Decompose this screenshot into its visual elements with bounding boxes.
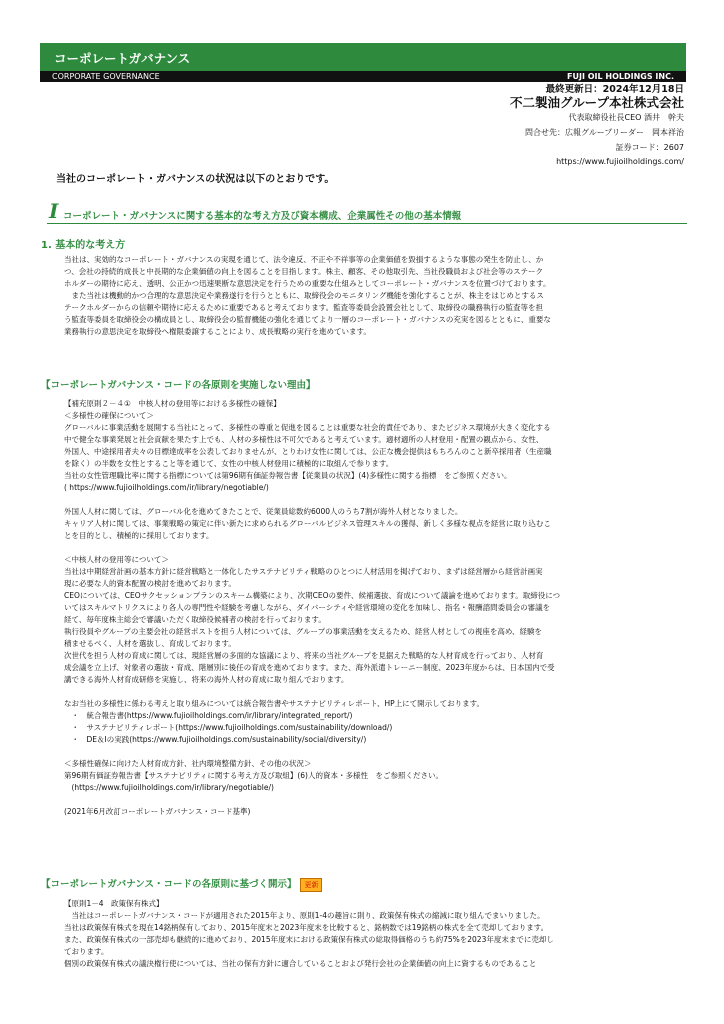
text-line: とを目的とし、積極的に採用しております。 — [64, 531, 214, 540]
header-title-en: CORPORATE GOVERNANCE — [52, 72, 160, 81]
text-line: 【補充原則２－４① 中核人材の登用等における多様性の確保】 — [64, 399, 281, 408]
text-line: 個別の政策保有株式の議決権行使については、当社の保有方針に適合していることおよび発行会社の企業価値の向上に資するものであること — [64, 959, 537, 968]
text-line: ・ DE＆Iの実践(https://www.fujioilholdings.com/sustainability/social/diversity/) — [64, 735, 367, 744]
representative: 代表取締役社長CEO 酒井 幹夫 — [568, 113, 684, 122]
securities-code: 証券コード：2607 — [615, 143, 684, 152]
text-line: 当社の女性管理職比率に関する指標については第96期有価証券報告書【従業員の状況】(4)多様性に関する指標 をご参照ください。 — [64, 471, 512, 480]
not-implemented-text — [64, 398, 686, 818]
text-line: ＜中核人材の登用等について＞ — [64, 555, 169, 564]
not-implemented-heading: 【コーポレートガバナンス・コードの各原則を実施しない理由】 — [41, 380, 316, 391]
text-line: ＜多様性の確保について＞ — [64, 411, 154, 420]
text-line: 当社は、実効的なコーポレート・ガバナンスの実現を通じて、法令違反、不正や不祥事等の企業価値を毀損するような事態の発生を防止し、か — [64, 255, 544, 264]
header-title-jp: コーポレートガバナンス — [54, 51, 191, 66]
text-line — [64, 686, 686, 698]
company-name: 不二製油グループ本社株式会社 — [509, 95, 684, 110]
basic-policy-heading: 1. 基本的な考え方 — [41, 240, 126, 251]
text-line: また当社は機動的かつ合理的な意思決定や業務遂行を行うとともに、取締役会のモニタリング機能を強化することが、株主をはじめとするス — [64, 291, 544, 300]
text-line: 外国人人材に関しては、グローバル化を進めてきたことで、従業員総数約6000人のうち7割が海外人材となりました。 — [64, 507, 463, 516]
text-line: ＜多様性確保に向けた人材育成方針、社内環境整備方針、その他の状況＞ — [64, 759, 312, 768]
text-line: CEOについては、CEOサクセッションプランのスキーム構築により、次期CEOの要件、候補選抜、育成について議論を進めております。取締役につ — [64, 591, 561, 600]
text-line: また、政策保有株式の一部売却も継続的に進めており、2015年度末における政策保有株式の総取得価格のうち約75%を2023年度末までに売却し — [64, 935, 554, 944]
text-line: いてはスキルマトリクスにより各人の専門性や経験を考慮しながら、ダイバーシティや経営環境の変化を加味し、指名・報酬諮問委員会の審議を — [64, 603, 551, 612]
text-line: ・ サステナビリティレポート(https://www.fujioilholdings.com/sustainability/download/) — [64, 723, 393, 732]
text-line: なお当社の多様性に係わる考えと取り組みについては統合報告書やサステナビリティレポート、HP上にて開示しております。 — [64, 699, 485, 708]
text-line: 中で健全な事業発展と社会貢献を果たす上でも、人材の多様性は不可欠であると考えています。適材適所の人材登用・配置の観点から、女性、 — [64, 435, 544, 444]
section-1-heading: コーポレート・ガバナンスに関する基本的な考え方及び資本構成、企業属性その他の基本情報 — [63, 211, 462, 222]
section-roman-numeral: I — [49, 199, 59, 223]
text-line: 当社はコーポレートガバナンス・コードが適用された2015年より、原則1-4の趣旨に則り、政策保有株式の縮減に取り組んでまいりました。 — [64, 911, 545, 920]
text-line: 執行役員やグループの主要会社の経営ポストを担う人材については、グループの事業活動を支えるため、経営人材としての視座を高め、経験を — [64, 627, 543, 636]
text-line: 外国人、中途採用者夫々の目標達成率を公表しておりませんが、とりわけ女性に関しては、公正な機会提供はもちろんのこと新卒採用者（生産職 — [64, 447, 552, 456]
text-line — [64, 794, 686, 806]
text-line: 積ませるべく、人材を選抜し、育成しております。 — [64, 639, 236, 648]
text-line — [64, 494, 686, 506]
basic-policy-text — [64, 254, 684, 338]
text-line — [64, 746, 686, 758]
text-line: 第96期有価証券報告書【サステナビリティに関する考え方及び取組】(6)人的資本・多様性 をご参照ください。 — [64, 771, 443, 780]
text-line: ております。 — [64, 947, 109, 956]
text-line: 次世代を担う人材の育成に関しては、現経営層の多面的な協議により、将来の当社グループを見据えた戦略的な人材育成を行っており、人材育 — [64, 651, 544, 660]
text-line: ホルダーの期待に応え、透明、公正かつ迅速果断な意思決定を行うための重要な仕組みとしてコーポレート・ガバナンスを位置づけております。 — [64, 279, 551, 288]
text-line: ( https://www.fujioilholdings.com/ir/library/negotiable/) — [64, 483, 269, 492]
disclosure-text — [64, 898, 686, 970]
text-line: グローバルに事業活動を展開する当社にとって、多様性の尊重と促進を図ることは重要な社会的責任であり、またビジネス環境が大きく変化する — [64, 423, 551, 432]
disclosure-heading-text: 【コーポレートガバナンス・コードの各原則に基づく開示】 — [41, 879, 297, 890]
text-line: (https://www.fujioilholdings.com/ir/library/negotiable/) — [64, 783, 274, 792]
text-line: つ、会社の持続的成長と中長期的な企業価値の向上を図ることを目指します。株主、顧客、その他取引先、当社役職員および社会等のステーク — [64, 267, 543, 276]
text-line: 業務執行の意思決定を取締役へ権限委譲することにより、成長戦略の実行を進めています。 — [64, 327, 371, 336]
text-line: 成会議を立上げ、対象者の選抜・育成、階層別に後任の育成を進めております。また、海外派遣トレーニー制度、2023年度からは、日本国内で受 — [64, 663, 555, 672]
section-1-title — [47, 199, 687, 224]
text-line: 経て、毎年度株主総会で審議いただく取締役候補者の検討を行っております。 — [64, 615, 326, 624]
contact: 問合せ先：広報グループリーダー 岡本祥治 — [524, 128, 684, 137]
text-line: を除く）の半数を女性とすること等を通じて、女性の中核人材登用に積極的に取組んで参ります。 — [64, 459, 394, 468]
intro-text: 当社のコーポレート・ガバナンスの状況は以下のとおりです。 — [56, 174, 335, 185]
text-line: 現に必要な人的資本配置の検討を進めております。 — [64, 579, 236, 588]
update-badge: 更新 — [300, 878, 322, 892]
text-line: (2021年6月改訂コーポレートガバナンス・コード基準) — [64, 807, 251, 816]
text-line: ・ 統合報告書(https://www.fujioilholdings.com/ir/library/integrated_report/) — [64, 711, 353, 720]
text-line: キャリア人材に関しては、事業戦略の策定に伴い新たに求められるグローバルビジネス管理スキルの獲得、新しく多様な視点を経営に取り込むこ — [64, 519, 551, 528]
header-company-en: FUJI OIL HOLDINGS INC. — [567, 72, 674, 81]
text-line: テークホルダーからの信頼や期待に応えるために重要であると考えております。監査等委員会設置会社として、取締役の職務執行の監査等を担 — [64, 303, 543, 312]
text-line: 当社は政策保有株式を現在14銘柄保有しており、2015年度末と2023年度末を比較すると、銘柄数では19銘柄の株式を全て売却しております。 — [64, 923, 549, 932]
text-line: 【原則1－4 政策保有株式】 — [64, 899, 164, 908]
header-banner — [40, 43, 686, 71]
disclosure-heading — [41, 876, 322, 892]
last-updated: 最終更新日：2024年12月18日 — [545, 84, 684, 95]
text-line: う監査等委員を取締役会の構成員とし、取締役会の監督機能の強化を通じてより一層のコーポレート・ガバナンスの充実を図るとともに、重要な — [64, 315, 551, 324]
text-line — [64, 542, 686, 554]
text-line: 当社は中期経営計画の基本方針に経営戦略と一体化したサステナビリティ戦略のひとつに人材活用を掲げており、まずは経営層から経営計画実 — [64, 567, 543, 576]
header-bar — [40, 71, 686, 82]
text-line: 講できる海外人材育成研修を実施し、将来の海外人材の育成に取り組んでおります。 — [64, 675, 349, 684]
company-url[interactable]: https://www.fujioilholdings.com/ — [556, 157, 684, 166]
